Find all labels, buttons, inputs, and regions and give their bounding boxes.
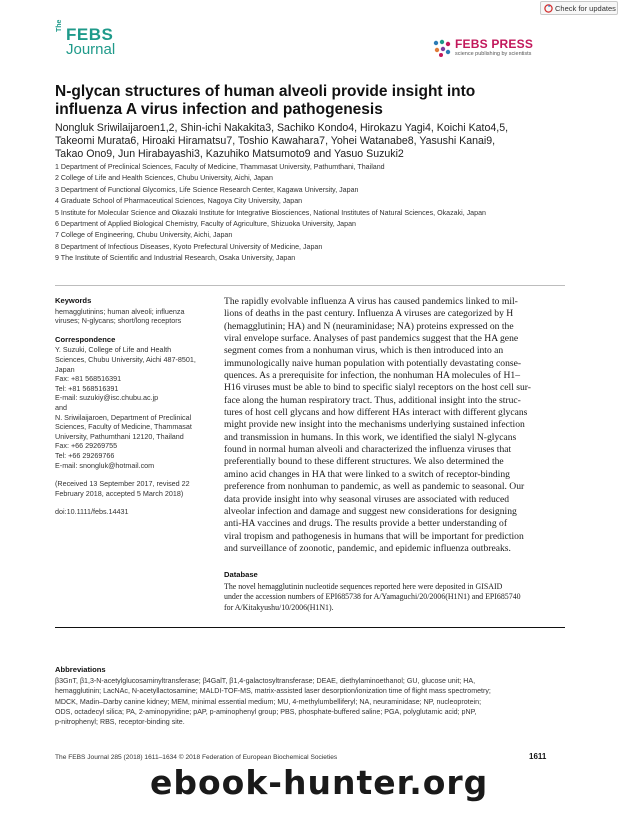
abstract-line: might provide new insight into the mechanisms underlying sustained infection: [224, 419, 525, 431]
publisher-logo: [432, 37, 557, 61]
affiliation: 1 Department of Preclinical Sciences, Faculty of Medicine, Thammasat University, Pathumthani, Thailand: [55, 163, 385, 171]
abstract-line: immunologically naive human population with potentially devastating conse-: [224, 357, 522, 369]
abbreviations-line: β3GnT, β1,3-N-acetylglucosaminyltransferase; β4GalT, β1,4-galactosyltransferase; DEAE, diethylaminoethanol; GU, glucose unit; HA,: [55, 677, 476, 686]
abbreviations-line: hemagglutinin; LacNAc, N-acetyllactosamine; MALDI-TOF-MS, matrix-assisted laser desorption/ionization time of flight mass spectrometry;: [55, 687, 491, 696]
abstract-line: face along the human respiratory tract. Thus, additional insight into the struc-: [224, 394, 521, 406]
author-list: [55, 122, 555, 160]
correspondence-line: Y. Suzuki, College of Life and Health: [55, 345, 172, 355]
received-line: February 2018, accepted 5 March 2018): [55, 488, 184, 498]
database-section: [224, 570, 567, 613]
article-sidebar: [55, 296, 210, 517]
correspondence-line: University, Pathumthani 12120, Thailand: [55, 431, 184, 441]
abstract-line: quences. As a prerequisite for infection, the nonhuman HA molecules of H1–: [224, 370, 520, 382]
keywords-line: hemagglutinins; human alveoli; influenza: [55, 306, 185, 316]
article-title: [55, 83, 535, 119]
febs-press-logo-icon: [432, 38, 452, 58]
abbreviations-line: MDCK, Madin–Darby canine kidney; MEM, minimal essential medium; MU, 4-methylumbelliferyl; NA, neuraminidase; NP, nucleoprotein;: [55, 697, 482, 706]
received-dates: [55, 479, 210, 498]
abstract-line: amino acid changes in HA that were linked to a switch of receptor-binding: [224, 468, 510, 480]
abbreviations-heading: Abbreviations: [55, 665, 106, 674]
abbreviations-line: ODS, octadecyl silica; PA, 2-aminopyridine; pAP, p-aminophenyl group; PBS, phosphate-buffered saline; PGA, polyglutamic acid; pNP,: [55, 707, 477, 716]
received-line: (Received 13 September 2017, revised 22: [55, 479, 190, 489]
abstract-line: (hemagglutinin; HA) and N (neuraminidase; NA) proteins expressed on the: [224, 320, 514, 332]
affiliation: 9 The Institute of Scientific and Industrial Research, Osaka University, Japan: [55, 254, 296, 263]
abstract-line: viral tropism and pathogenesis in humans that will be important for prediction: [224, 530, 524, 542]
abstract-line: preferentially bound to these different structures. We also determined the: [224, 456, 504, 468]
correspondence-line: Fax: +81 568516391: [55, 374, 122, 384]
correspondence-email-link[interactable]: E-mail: snongluk@hotmail.com: [55, 460, 155, 470]
affiliation: 7 College of Engineering, Chubu University, Aichi, Japan: [55, 231, 233, 240]
divider: [55, 285, 565, 286]
abstract-line: segment comes from a nonhuman virus, which is then introduced into an: [224, 345, 504, 357]
database-line: The novel hemagglutinin nucleotide sequences reported here were deposited in GISAID: [224, 582, 503, 591]
keywords-line: viruses; N-glycans; short/long receptors: [55, 316, 182, 326]
watermark: ebook-hunter.org: [150, 763, 489, 802]
footer-citation: The FEBS Journal 285 (2018) 1611–1634 © 2018 Federation of European Biochemical Societies: [55, 754, 338, 761]
affiliations: [55, 162, 575, 265]
affiliation: 5 Institute for Molecular Science and Okazaki Institute for Integrative Biosciences, National Institutes of Natural Sciences, Okazaki, Japan: [55, 208, 486, 217]
affiliation: 4 Graduate School of Pharmaceutical Sciences, Nagoya City University, Japan: [55, 197, 303, 206]
abstract-line: anti-HA vaccines and drugs. The results provide a better understanding of: [224, 518, 508, 530]
abstract-line: alveolar infection and damage and suggest new considerations for designing: [224, 505, 517, 517]
abstract-line: preference from nonhuman to pandemic, as well as pandemic to seasonal. Our: [224, 481, 525, 493]
abstract: [224, 296, 567, 555]
correspondence-line: Fax: +66 29269755: [55, 441, 118, 451]
title-line: influenza A virus infection and pathogenesis: [55, 101, 383, 118]
check-for-updates-label: Check for updates: [555, 4, 616, 13]
correspondence-line: Sciences, Faculty of Medicine, Thammasat: [55, 422, 192, 432]
correspondence-line: Sciences, Chubu University, Aichi 487-8501,: [55, 354, 196, 364]
database-line: for A/Kitakyushu/10/2006(H1N1).: [224, 602, 334, 612]
abstract-line: viral envelope surface. Analyses of past pandemics suggest that the HA gene: [224, 333, 519, 345]
correspondence-line: and: [55, 402, 67, 412]
refresh-icon: [544, 4, 553, 13]
affiliation: 6 Department of Applied Biological Chemistry, Faculty of Agriculture, Shizuoka University, Japan: [55, 220, 356, 229]
abstract-line: H16 viruses must be able to bind to specific sialyl receptors on the host cell sur-: [224, 382, 532, 394]
correspondence-line: N. Sriwilaijaroen, Department of Preclinical: [55, 412, 192, 422]
author-line: Nongluk Sriwilaijaroen1,2, Shin-ichi Nakakita3, Sachiko Kondo4, Hirokazu Yagi4, Koichi Kato4,5,: [55, 122, 509, 134]
abstract-line: The rapidly evolvable influenza A virus has caused pandemics linked to mil-: [224, 296, 518, 307]
affiliation: 8 Department of Infectious Diseases, Kyoto Prefectural University of Medicine, Japan: [55, 242, 323, 251]
publisher-tagline: science publishing by scientists: [455, 51, 532, 57]
title-line: N-glycan structures of human alveoli provide insight into: [55, 83, 476, 100]
database-line: under the accession numbers of EPI685738 for A/Yamaguchi/20/2006(H1N1) and EPI685740: [224, 592, 521, 602]
page-number: 1611: [529, 752, 547, 761]
author-line: Takao Ono9, Jun Hirabayashi3, Kazuhiko Matsumoto9 and Yasuo Suzuki2: [55, 147, 404, 160]
keywords-block: [55, 296, 210, 326]
affiliation: 2 College of Life and Health Sciences, Chubu University, Aichi, Japan: [55, 174, 273, 183]
section-divider: [55, 627, 565, 628]
publisher-name: FEBS PRESS: [455, 37, 534, 51]
keywords-heading: Keywords: [55, 296, 92, 305]
author-line: Takeomi Murata6, Hiroaki Hiramatsu7, Toshio Kawahara7, Yohei Watanabe8, Yasushi Kanai9,: [55, 134, 496, 147]
database-heading: Database: [224, 570, 258, 579]
affiliation: 3 Department of Functional Glycomics, Life Science Research Center, Kagawa University, Japan: [55, 185, 359, 194]
check-for-updates-button[interactable]: [540, 1, 618, 15]
abstract-line: and surveillance of zoonotic, pandemic, and epidemic influenza outbreaks.: [224, 542, 511, 554]
abstract-line: tures of host cell glycans and how different HAs interact with different glycans: [224, 407, 528, 419]
correspondence-line: Tel: +66 29269766: [55, 450, 115, 460]
correspondence-email-link[interactable]: E-mail: suzukiy@isc.chubu.ac.jp: [55, 393, 159, 403]
correspondence-heading: Correspondence: [55, 334, 116, 344]
abstract-line: and transmission in humans. In this work, we identified the sialyl N-glycans: [224, 431, 517, 443]
abbreviations-section: [55, 665, 570, 727]
correspondence-line: Japan: [55, 364, 75, 374]
correspondence-block: [55, 335, 210, 470]
doi-link[interactable]: doi:10.1111/febs.14431: [55, 507, 129, 517]
abstract-line: lions of deaths in the past century. Influenza A viruses are categorized by H: [224, 308, 514, 320]
abstract-line: found in normal human alveoli and characterized the influenza viruses that: [224, 444, 512, 456]
abstract-line: data provide insight into why seasonal viruses are associated with reduced: [224, 493, 510, 505]
correspondence-line: Tel: +81 568516391: [55, 383, 119, 393]
abbreviations-line: p-nitrophenyl; RBS, receptor-binding site.: [55, 718, 185, 727]
